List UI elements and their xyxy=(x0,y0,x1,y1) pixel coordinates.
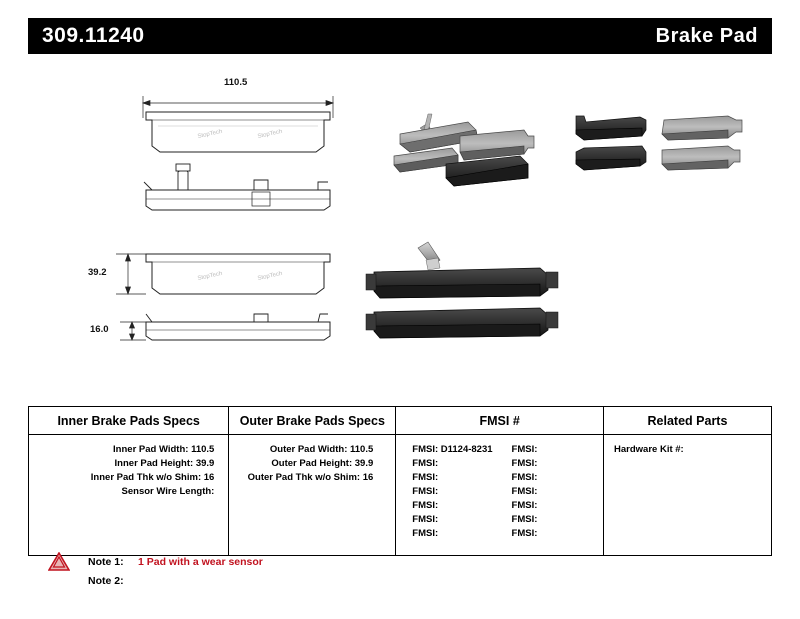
sensor-wire-length: Sensor Wire Length: xyxy=(121,486,215,497)
outer-pad-thickness: Outer Pad Thk w/o Shim: 16 xyxy=(247,472,374,483)
pad-face-view-bottom xyxy=(146,254,330,294)
outer-specs-cell xyxy=(229,435,396,555)
outer-pad-width: Outer Pad Width: 110.5 xyxy=(269,444,374,455)
note-1-text: 1 Pad with a wear sensor xyxy=(138,555,263,568)
note-1-label: Note 1: xyxy=(88,555,124,568)
hardware-kit-number: Hardware Kit #: xyxy=(614,444,684,455)
height-dimension-line xyxy=(116,254,146,294)
specs-table-header-row xyxy=(29,407,771,435)
header-outer-specs: Outer Brake Pads Specs xyxy=(229,407,396,434)
inner-specs-cell xyxy=(29,435,229,555)
fmsi-left: FMSI: D1124-8231 xyxy=(412,444,493,455)
fmsi-left: FMSI: xyxy=(412,500,439,511)
product-photo-set-left xyxy=(394,114,534,186)
svg-text:StopTech: StopTech xyxy=(197,128,223,140)
thickness-dimension-line xyxy=(120,322,146,340)
inner-pad-height: Inner Pad Height: 39.9 xyxy=(114,458,215,469)
fmsi-row xyxy=(402,457,597,471)
pad-edge-view-top xyxy=(144,164,330,210)
fmsi-right: FMSI: xyxy=(511,472,538,483)
document-header xyxy=(28,18,772,54)
outer-pad-height: Outer Pad Height: 39.9 xyxy=(271,458,374,469)
fmsi-cell xyxy=(396,435,604,555)
thickness-dimension-label: 16.0 xyxy=(90,324,109,335)
fmsi-row xyxy=(402,499,597,513)
fmsi-row xyxy=(402,443,597,457)
fmsi-row xyxy=(402,471,597,485)
fmsi-left: FMSI: xyxy=(412,514,439,525)
related-parts-cell xyxy=(604,435,771,555)
svg-text:StopTech: StopTech xyxy=(257,128,283,140)
fmsi-right: FMSI: xyxy=(511,528,538,539)
specs-table-body-row xyxy=(29,435,771,555)
inner-pad-thickness: Inner Pad Thk w/o Shim: 16 xyxy=(90,472,215,483)
specs-table xyxy=(28,406,772,556)
part-number: 309.11240 xyxy=(42,24,145,47)
fmsi-right: FMSI: xyxy=(511,500,538,511)
page-title: Brake Pad xyxy=(655,24,758,47)
header-inner-specs: Inner Brake Pads Specs xyxy=(29,407,229,434)
fmsi-row xyxy=(402,513,597,527)
note-2-label: Note 2: xyxy=(88,574,124,587)
drawings-svg xyxy=(28,60,772,390)
product-photo-set-right xyxy=(576,116,742,170)
fmsi-right: FMSI: xyxy=(511,514,538,525)
fmsi-left: FMSI: xyxy=(412,458,439,469)
svg-text:StopTech: StopTech xyxy=(257,270,283,282)
notes-section xyxy=(48,552,548,590)
warning-triangle-icon xyxy=(48,552,70,571)
header-related-parts: Related Parts xyxy=(647,414,728,428)
fmsi-right: FMSI: xyxy=(511,486,538,497)
fmsi-left: FMSI: xyxy=(412,472,439,483)
product-photo-detail xyxy=(366,242,558,338)
inner-pad-width: Inner Pad Width: 110.5 xyxy=(113,444,215,455)
svg-text:StopTech: StopTech xyxy=(197,270,223,282)
header-fmsi: FMSI # xyxy=(396,407,604,434)
fmsi-left: FMSI: xyxy=(412,486,439,497)
fmsi-left: FMSI: xyxy=(412,528,439,539)
note-row-2 xyxy=(88,571,548,590)
pad-edge-view-bottom xyxy=(146,314,330,340)
fmsi-row xyxy=(402,527,597,541)
pad-face-view-top xyxy=(146,112,330,152)
fmsi-right: FMSI: xyxy=(511,444,538,455)
width-dimension-label: 110.5 xyxy=(224,77,248,88)
fmsi-row xyxy=(402,485,597,499)
fmsi-right: FMSI: xyxy=(511,458,538,469)
note-row-1 xyxy=(48,552,548,571)
height-dimension-label: 39.2 xyxy=(88,267,107,278)
technical-drawings xyxy=(28,60,772,390)
